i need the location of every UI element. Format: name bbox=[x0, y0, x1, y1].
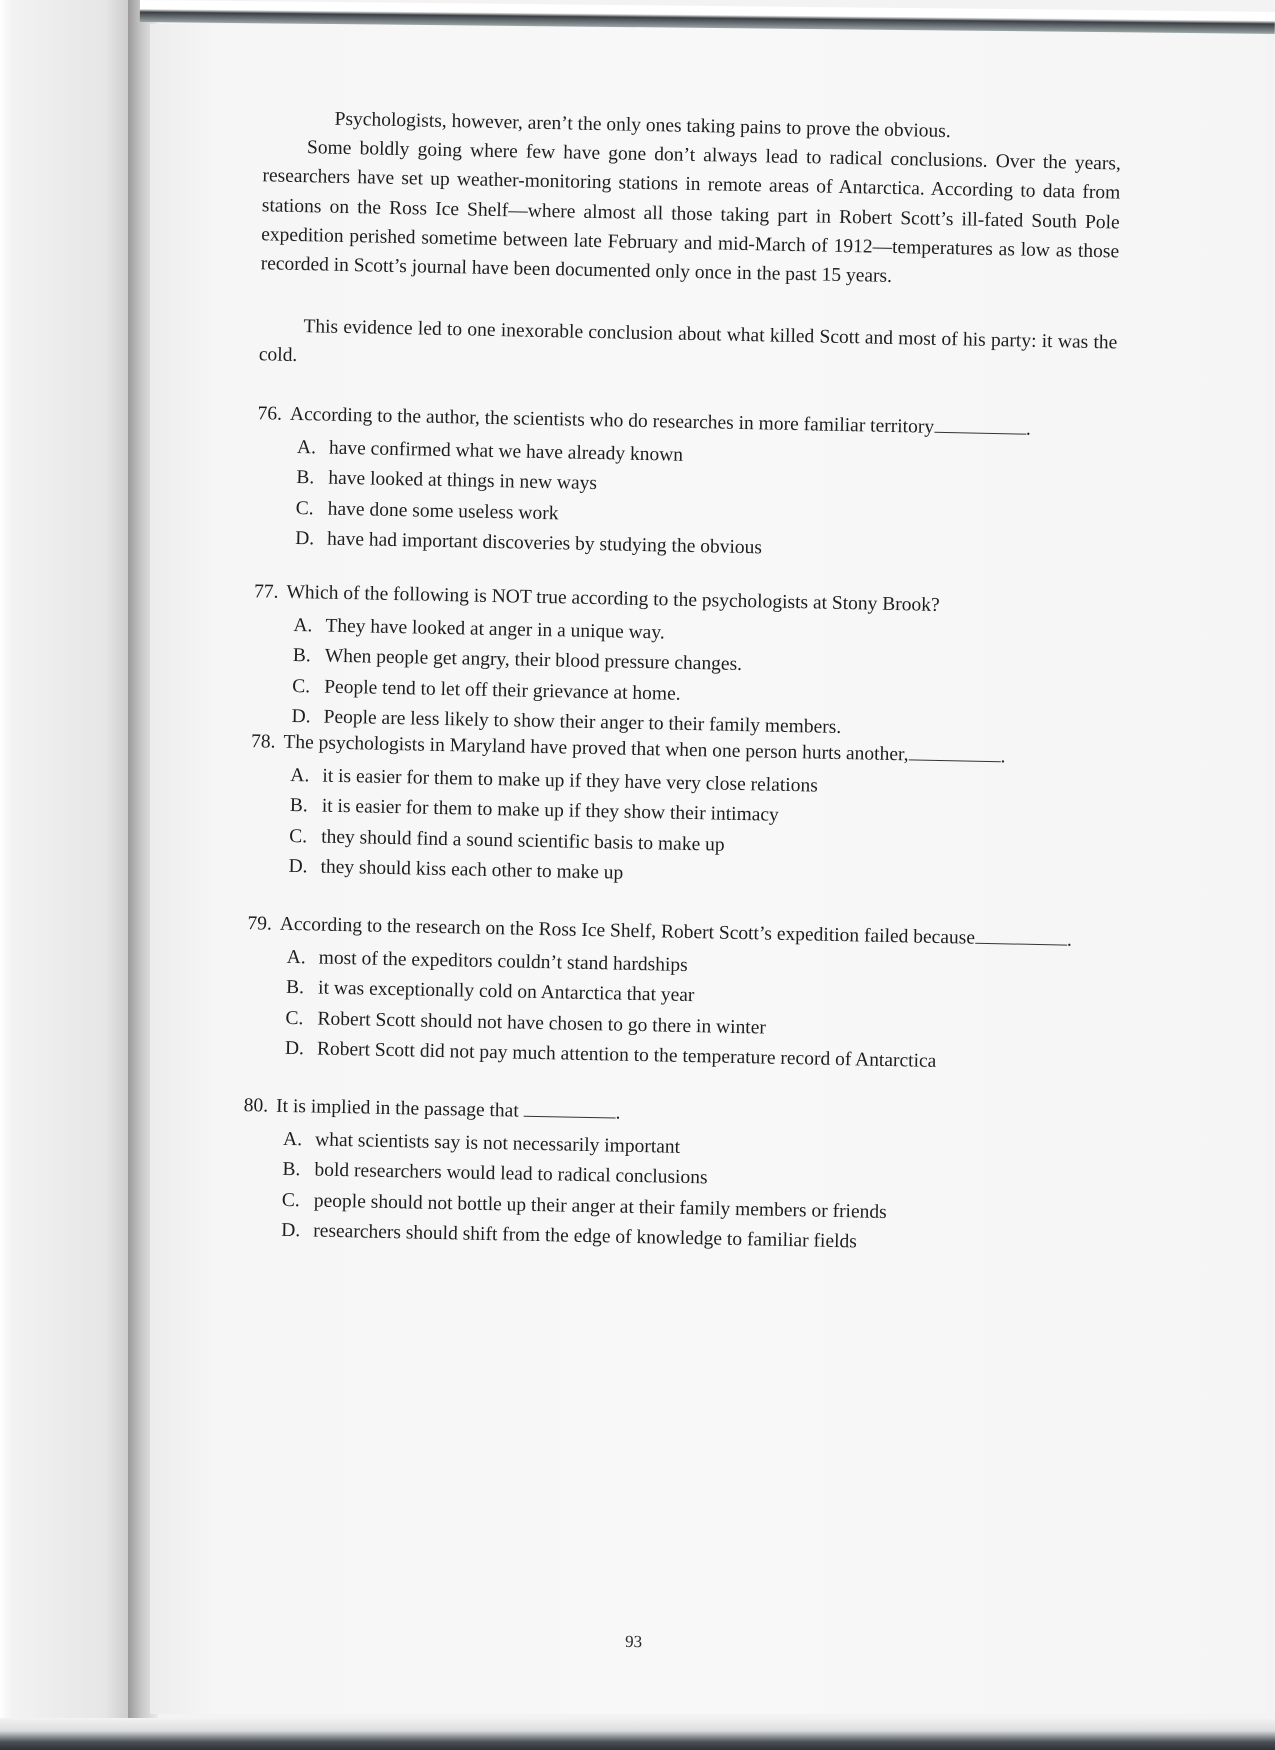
option-text: They have looked at anger in a unique way. bbox=[325, 615, 665, 644]
stem-text: Which of the following is NOT true according to the psychologists at Stony Brook? bbox=[286, 581, 940, 616]
option-text: it is easier for them to make up if they show their intimacy bbox=[321, 796, 779, 827]
option-letter: D. bbox=[284, 1037, 305, 1060]
passage-paragraph-1: Psychologists, however, aren’t the only ones taking pains to prove the obvious. bbox=[334, 108, 951, 143]
option-text: people should not bottle up their anger at their family members or friends bbox=[313, 1190, 887, 1223]
answer-blank bbox=[975, 925, 1067, 946]
answer-blank bbox=[908, 741, 1000, 762]
option-letter: A. bbox=[296, 437, 317, 459]
stem-end: . bbox=[1000, 746, 1006, 768]
option-text: have looked at things in new ways bbox=[328, 468, 598, 495]
passage-paragraph-3: This evidence led to one inexorable conclusion about what killed Scott and most of his party: it was the cold. bbox=[258, 316, 1118, 367]
stem-text: It is implied in the passage that bbox=[275, 1095, 519, 1122]
option-letter: D. bbox=[291, 705, 311, 728]
stem-end: . bbox=[1066, 929, 1073, 951]
option-letter: C. bbox=[292, 675, 311, 698]
stem-text: According to the author, the scientists who do researches in more familiar territory bbox=[289, 403, 935, 438]
option-letter: C. bbox=[285, 1007, 304, 1029]
option-letter: D. bbox=[281, 1219, 301, 1242]
stem-end: . bbox=[615, 1102, 621, 1124]
option-list bbox=[291, 611, 1111, 748]
option-text: People tend to let off their grievance at home. bbox=[323, 676, 681, 705]
option-list bbox=[281, 1125, 1101, 1262]
option-text: Robert Scott did not pay much attention to the temperature record of Antarctica bbox=[316, 1038, 937, 1072]
question-78 bbox=[248, 727, 1109, 898]
option-text: it is easier for them to make up if they have very close relations bbox=[322, 765, 818, 797]
option-letter: B. bbox=[296, 467, 315, 489]
option-text: what scientists say is not necessarily important bbox=[314, 1129, 681, 1159]
option-list bbox=[288, 761, 1108, 898]
option-letter: B. bbox=[292, 645, 311, 667]
question-number: 76. bbox=[257, 403, 283, 425]
option-text: When people get angry, their blood pressure changes. bbox=[324, 646, 743, 676]
option-letter: C. bbox=[295, 497, 314, 520]
option-text: they should kiss each other to make up bbox=[320, 856, 624, 884]
answer-blank bbox=[523, 1098, 615, 1119]
answer-blank bbox=[934, 414, 1026, 435]
stem-end: . bbox=[1025, 418, 1032, 440]
option-text: researchers should shift from the edge of knowledge to familiar fields bbox=[313, 1220, 858, 1253]
option-letter: C. bbox=[281, 1189, 300, 1211]
stem-text: According to the research on the Ross Ice Shelf, Robert Scott’s expedition failed because bbox=[279, 913, 976, 949]
question-number: 78. bbox=[250, 731, 276, 753]
option-letter: A. bbox=[290, 765, 310, 787]
option-text: bold researchers would lead to radical conclusions bbox=[314, 1159, 708, 1189]
page-number: 93 bbox=[624, 1631, 643, 1652]
option-text: have had important discoveries by studying the obvious bbox=[326, 528, 763, 559]
option-letter: A. bbox=[286, 947, 306, 969]
option-letter: A. bbox=[293, 615, 313, 637]
question-76 bbox=[255, 399, 1116, 570]
option-list bbox=[285, 943, 1105, 1080]
option-text: Robert Scott should not have chosen to go there in winter bbox=[317, 1008, 767, 1039]
option-letter: B. bbox=[289, 795, 308, 817]
stem-text: The psychologists in Maryland have proved that when one person hurts another, bbox=[283, 731, 909, 766]
question-80 bbox=[241, 1091, 1102, 1262]
question-77 bbox=[251, 577, 1112, 748]
option-letter: B. bbox=[282, 1159, 301, 1181]
question-number: 79. bbox=[247, 913, 273, 935]
option-letter: B. bbox=[285, 977, 305, 999]
option-letter: D. bbox=[294, 527, 315, 550]
option-list bbox=[295, 433, 1115, 570]
question-number: 80. bbox=[243, 1095, 269, 1117]
option-letter: A. bbox=[282, 1129, 303, 1151]
passage-paragraph-2: Some boldly going where few have gone don’t always lead to radical conclusions. Over the years, researchers have set up weather-monitoring stations in remote areas of Antarctica. According to data from stations on the Ross Ice Shelf—where almost all those taking part in Robert Scott’s ill-fated South Pole expedition perished sometime between late February and mid-March of 1912—temperatures as low as those recorded in Scott’s journal have been documented only once in the past 15 years. bbox=[260, 137, 1122, 287]
option-text: it was exceptionally cold on Antarctica that year bbox=[317, 978, 695, 1007]
option-letter: C. bbox=[288, 825, 308, 847]
question-79 bbox=[245, 909, 1106, 1080]
option-letter: D. bbox=[288, 855, 308, 878]
option-text: have confirmed what we have already known bbox=[328, 437, 684, 467]
option-text: have done some useless work bbox=[327, 498, 559, 524]
option-text: most of the expeditors couldn’t stand hardships bbox=[318, 947, 688, 977]
question-number: 77. bbox=[253, 581, 279, 603]
option-text: People are less likely to show their anger to their family members. bbox=[323, 706, 842, 738]
option-text: they should find a sound scientific basis to make up bbox=[320, 826, 725, 856]
